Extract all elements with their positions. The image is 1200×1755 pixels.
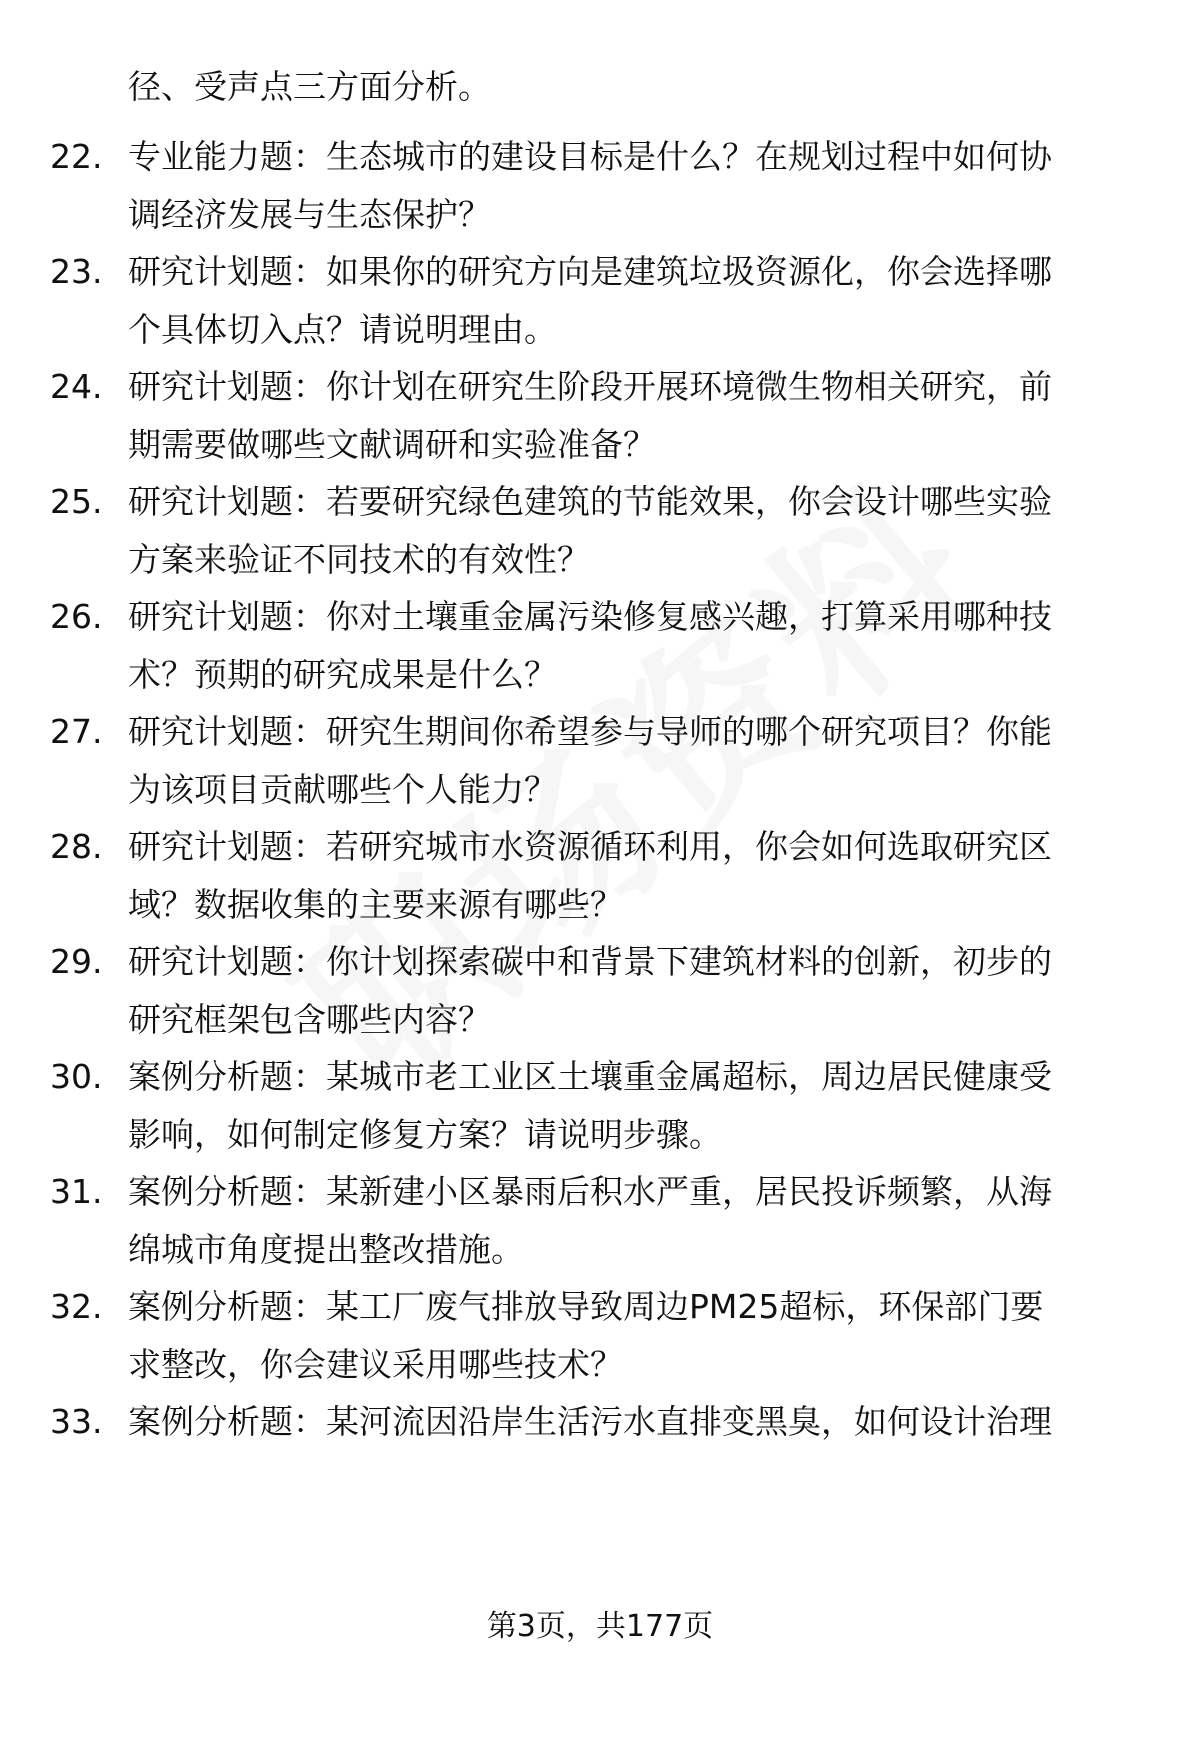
item-text (128, 703, 1138, 819)
item-line: 方案来验证不同技术的有效性？ (128, 540, 590, 579)
item-line: 调经济发展与生态保护？ (128, 195, 491, 234)
item-number: 27. (50, 712, 103, 751)
item-number: 24. (50, 367, 103, 406)
continuation-text: 径、受声点三方面分析。 (128, 67, 491, 106)
item-line: 案例分析题：某工厂废气排放导致周边PM25超标，环保部门要 (128, 1287, 1044, 1326)
item-number: 30. (50, 1057, 103, 1096)
item-line: 研究计划题：如果你的研究方向是建筑垃圾资源化，你会选择哪 (128, 252, 1052, 291)
item-number: 23. (50, 252, 103, 291)
item-line: 绵城市角度提出整改措施。 (128, 1230, 524, 1269)
item-text (128, 358, 1138, 474)
page-footer: 第3页，共177页 (486, 1609, 714, 1644)
item-number: 26. (50, 597, 103, 636)
item-text (128, 1163, 1138, 1279)
item-line: 专业能力题：生态城市的建设目标是什么？在规划过程中如何协 (128, 137, 1052, 176)
item-line: 为该项目贡献哪些个人能力？ (128, 770, 557, 809)
item-number: 28. (50, 827, 103, 866)
item-line: 案例分析题：某新建小区暴雨后积水严重，居民投诉频繁，从海 (128, 1172, 1052, 1211)
item-line: 期需要做哪些文献调研和实验准备？ (128, 425, 656, 464)
item-line: 个具体切入点？请说明理由。 (128, 310, 557, 349)
item-line: 研究计划题：若要研究绿色建筑的节能效果，你会设计哪些实验 (128, 482, 1052, 521)
item-text (128, 473, 1138, 589)
item-line: 术？预期的研究成果是什么？ (128, 655, 557, 694)
item-number: 29. (50, 942, 103, 981)
item-line: 研究计划题：若研究城市水资源循环利用，你会如何选取研究区 (128, 827, 1052, 866)
item-line: 研究计划题：你对土壤重金属污染修复感兴趣，打算采用哪种技 (128, 597, 1052, 636)
item-line: 研究计划题：研究生期间你希望参与导师的哪个研究项目？你能 (128, 712, 1052, 751)
item-line: 研究计划题：你计划在研究生阶段开展环境微生物相关研究，前 (128, 367, 1052, 406)
item-text (128, 818, 1138, 934)
item-text (128, 933, 1138, 1049)
item-line: 研究框架包含哪些内容？ (128, 1000, 491, 1039)
item-line: 影响，如何制定修复方案？请说明步骤。 (128, 1115, 722, 1154)
item-number: 25. (50, 482, 103, 521)
item-line: 求整改，你会建议采用哪些技术？ (128, 1345, 623, 1384)
item-line: 研究计划题：你计划探索碳中和背景下建筑材料的创新，初步的 (128, 942, 1052, 981)
item-number: 32. (50, 1287, 103, 1326)
item-number: 33. (50, 1402, 103, 1441)
item-text (128, 1393, 1138, 1451)
item-line: 域？数据收集的主要来源有哪些？ (128, 885, 623, 924)
item-text (128, 1278, 1138, 1394)
item-number: 22. (50, 137, 103, 176)
item-text (128, 128, 1138, 244)
item-line: 案例分析题：某城市老工业区土壤重金属超标，周边居民健康受 (128, 1057, 1052, 1096)
item-text (128, 243, 1138, 359)
item-text (128, 588, 1138, 704)
item-line: 案例分析题：某河流因沿岸生活污水直排变黑臭，如何设计治理 (128, 1402, 1052, 1441)
item-text (128, 1048, 1138, 1164)
item-number: 31. (50, 1172, 103, 1211)
